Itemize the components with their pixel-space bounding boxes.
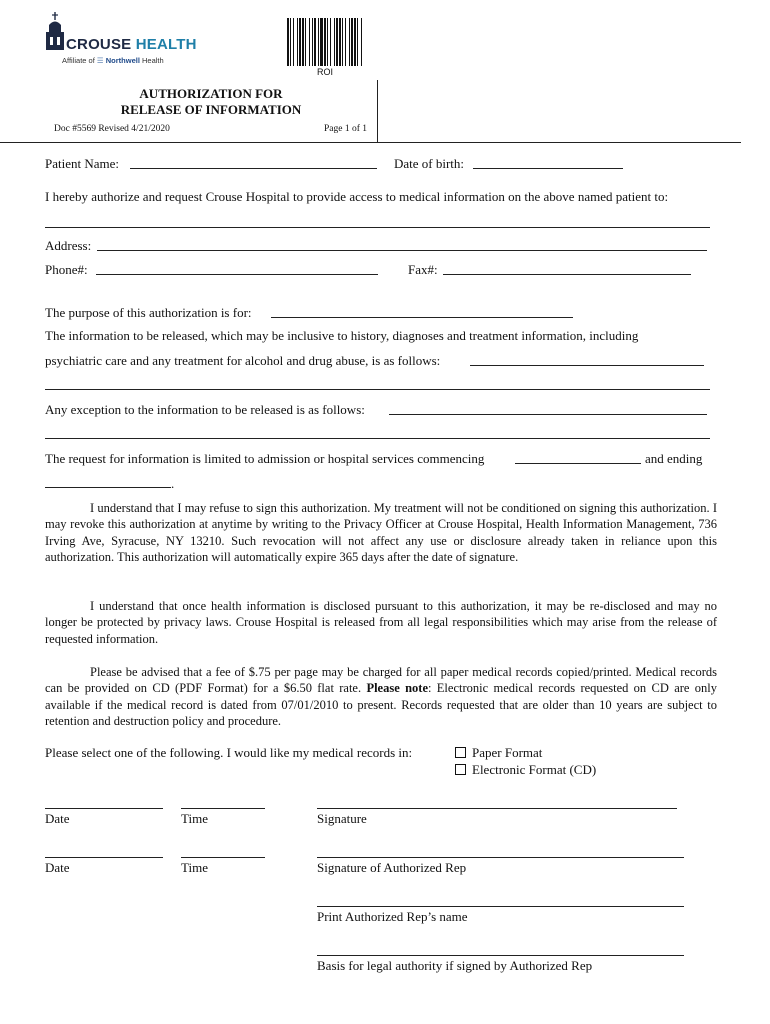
date-label-1: Date <box>45 811 70 826</box>
logo-health-text: HEALTH <box>135 36 197 53</box>
paragraph-revocation-text: I understand that I may refuse to sign this authorization. My treatment will not be conditioned on signing this authorization. I may revoke this authorization at anytime by writing to the Privacy Officer at Crouse Hospital, Health Information Management, 736 Irving Ave, Syracuse, NY 13210. Such revocation will not affect any use or disclosure already taken in reliance upon this authorization. This authorization will automatically expire 365 days after the date of signature. <box>45 501 717 565</box>
logo-crouse-text: CROUSE <box>66 36 132 53</box>
dob-field[interactable] <box>473 168 623 169</box>
time-label-1: Time <box>181 811 208 826</box>
info-field[interactable] <box>470 365 704 366</box>
rep-name-field[interactable] <box>317 906 684 907</box>
doc-number: Doc #5569 Revised 4/21/2020 <box>54 124 170 134</box>
paper-format-label: Paper Format <box>472 745 543 760</box>
crouse-logo <box>44 12 204 68</box>
please-note-label: Please note <box>366 681 428 696</box>
paragraph-redisclosure <box>45 598 717 647</box>
date-field-1[interactable] <box>45 808 163 809</box>
cd-format-label: Electronic Format (CD) <box>472 762 597 777</box>
purpose-label: The purpose of this authorization is for: <box>45 305 252 320</box>
time-field-1[interactable] <box>181 808 265 809</box>
basis-field[interactable] <box>317 955 684 956</box>
ending-date-field[interactable] <box>45 487 171 488</box>
signature-label: Signature <box>317 811 367 826</box>
barcode <box>285 18 365 66</box>
affiliate-prefix: Affiliate of <box>62 56 95 65</box>
recipient-field[interactable] <box>45 227 710 228</box>
and-ending-text: and ending <box>645 451 703 466</box>
signature-field[interactable] <box>317 808 677 809</box>
format-prompt: Please select one of the following. I would like my medical records in: <box>45 745 413 760</box>
time-field-2[interactable] <box>181 857 265 858</box>
fax-field[interactable] <box>443 274 691 275</box>
fax-label: Fax#: <box>408 262 438 277</box>
rep-name-label: Print Authorized Rep’s name <box>317 909 468 924</box>
ending-period: . <box>171 476 175 491</box>
cd-format-checkbox[interactable] <box>455 764 466 775</box>
authorize-text: I hereby authorize and request Crouse Hospital to provide access to medical information on the above named patient to: <box>45 189 669 204</box>
northwell-icon: ☰ <box>96 56 104 65</box>
paper-format-checkbox[interactable] <box>455 747 466 758</box>
header-divider-horizontal <box>0 142 741 143</box>
affiliate-health: Health <box>142 56 164 65</box>
info-line1: The information to be released, which may be inclusive to history, diagnoses and treatment information, including <box>45 328 639 343</box>
dob-label: Date of birth: <box>394 156 465 171</box>
info-field-continued[interactable] <box>45 389 710 390</box>
affiliate-northwell: Northwell <box>105 56 140 65</box>
paragraph-fees-text-a: Please be advised that a fee of $.75 per page may be charged for all paper medical records copied/printed. Medical records can be provided on CD (PDF Format) for a $6.50 flat rate. <box>45 665 717 696</box>
address-field[interactable] <box>97 250 707 251</box>
date-label-2: Date <box>45 860 70 875</box>
phone-label: Phone#: <box>45 262 88 277</box>
header-divider-vertical <box>377 80 378 142</box>
phone-field[interactable] <box>96 274 378 275</box>
commencing-date-field[interactable] <box>515 463 641 464</box>
exception-field-continued[interactable] <box>45 438 710 439</box>
address-label: Address: <box>45 238 92 253</box>
header <box>0 0 770 145</box>
info-line2: psychiatric care and any treatment for alcohol and drug abuse, is as follows: <box>45 353 441 368</box>
page-number: Page 1 of 1 <box>324 124 368 134</box>
form-title-line2: RELEASE OF INFORMATION <box>120 102 302 117</box>
time-label-2: Time <box>181 860 208 875</box>
paragraph-redisclosure-text: I understand that once health information is disclosed pursuant to this authorization, it may be re-disclosed and may no longer be protected by privacy laws. Crouse Hospital is released from all legal responsibilities which may arise from the release of requested information. <box>45 599 717 646</box>
form-title <box>100 86 322 118</box>
purpose-field[interactable] <box>271 317 573 318</box>
exception-field[interactable] <box>389 414 707 415</box>
paper-format-option[interactable] <box>455 745 542 761</box>
date-field-2[interactable] <box>45 857 163 858</box>
rep-signature-label: Signature of Authorized Rep <box>317 860 467 875</box>
form-title-line1: AUTHORIZATION FOR <box>139 86 283 101</box>
exception-label: Any exception to the information to be released is as follows: <box>45 402 365 417</box>
basis-label: Basis for legal authority if signed by Authorized Rep <box>317 958 593 973</box>
cd-format-option[interactable] <box>455 762 596 778</box>
chapel-logo-icon <box>44 12 66 52</box>
limited-text: The request for information is limited to admission or hospital services commencing <box>45 451 485 466</box>
barcode-label: ROI <box>316 67 333 77</box>
paragraph-revocation <box>45 500 717 566</box>
patient-name-field[interactable] <box>130 168 377 169</box>
patient-name-label: Patient Name: <box>45 156 120 171</box>
paragraph-fees-text-b: : Electronic medical records requested on CD are only available if the medical record is dated from 07/01/2010 to present. Records requested that are older than 10 years are subject to retention and destruction policy and procedure. <box>45 681 717 729</box>
paragraph-fees <box>45 664 717 730</box>
rep-signature-field[interactable] <box>317 857 684 858</box>
